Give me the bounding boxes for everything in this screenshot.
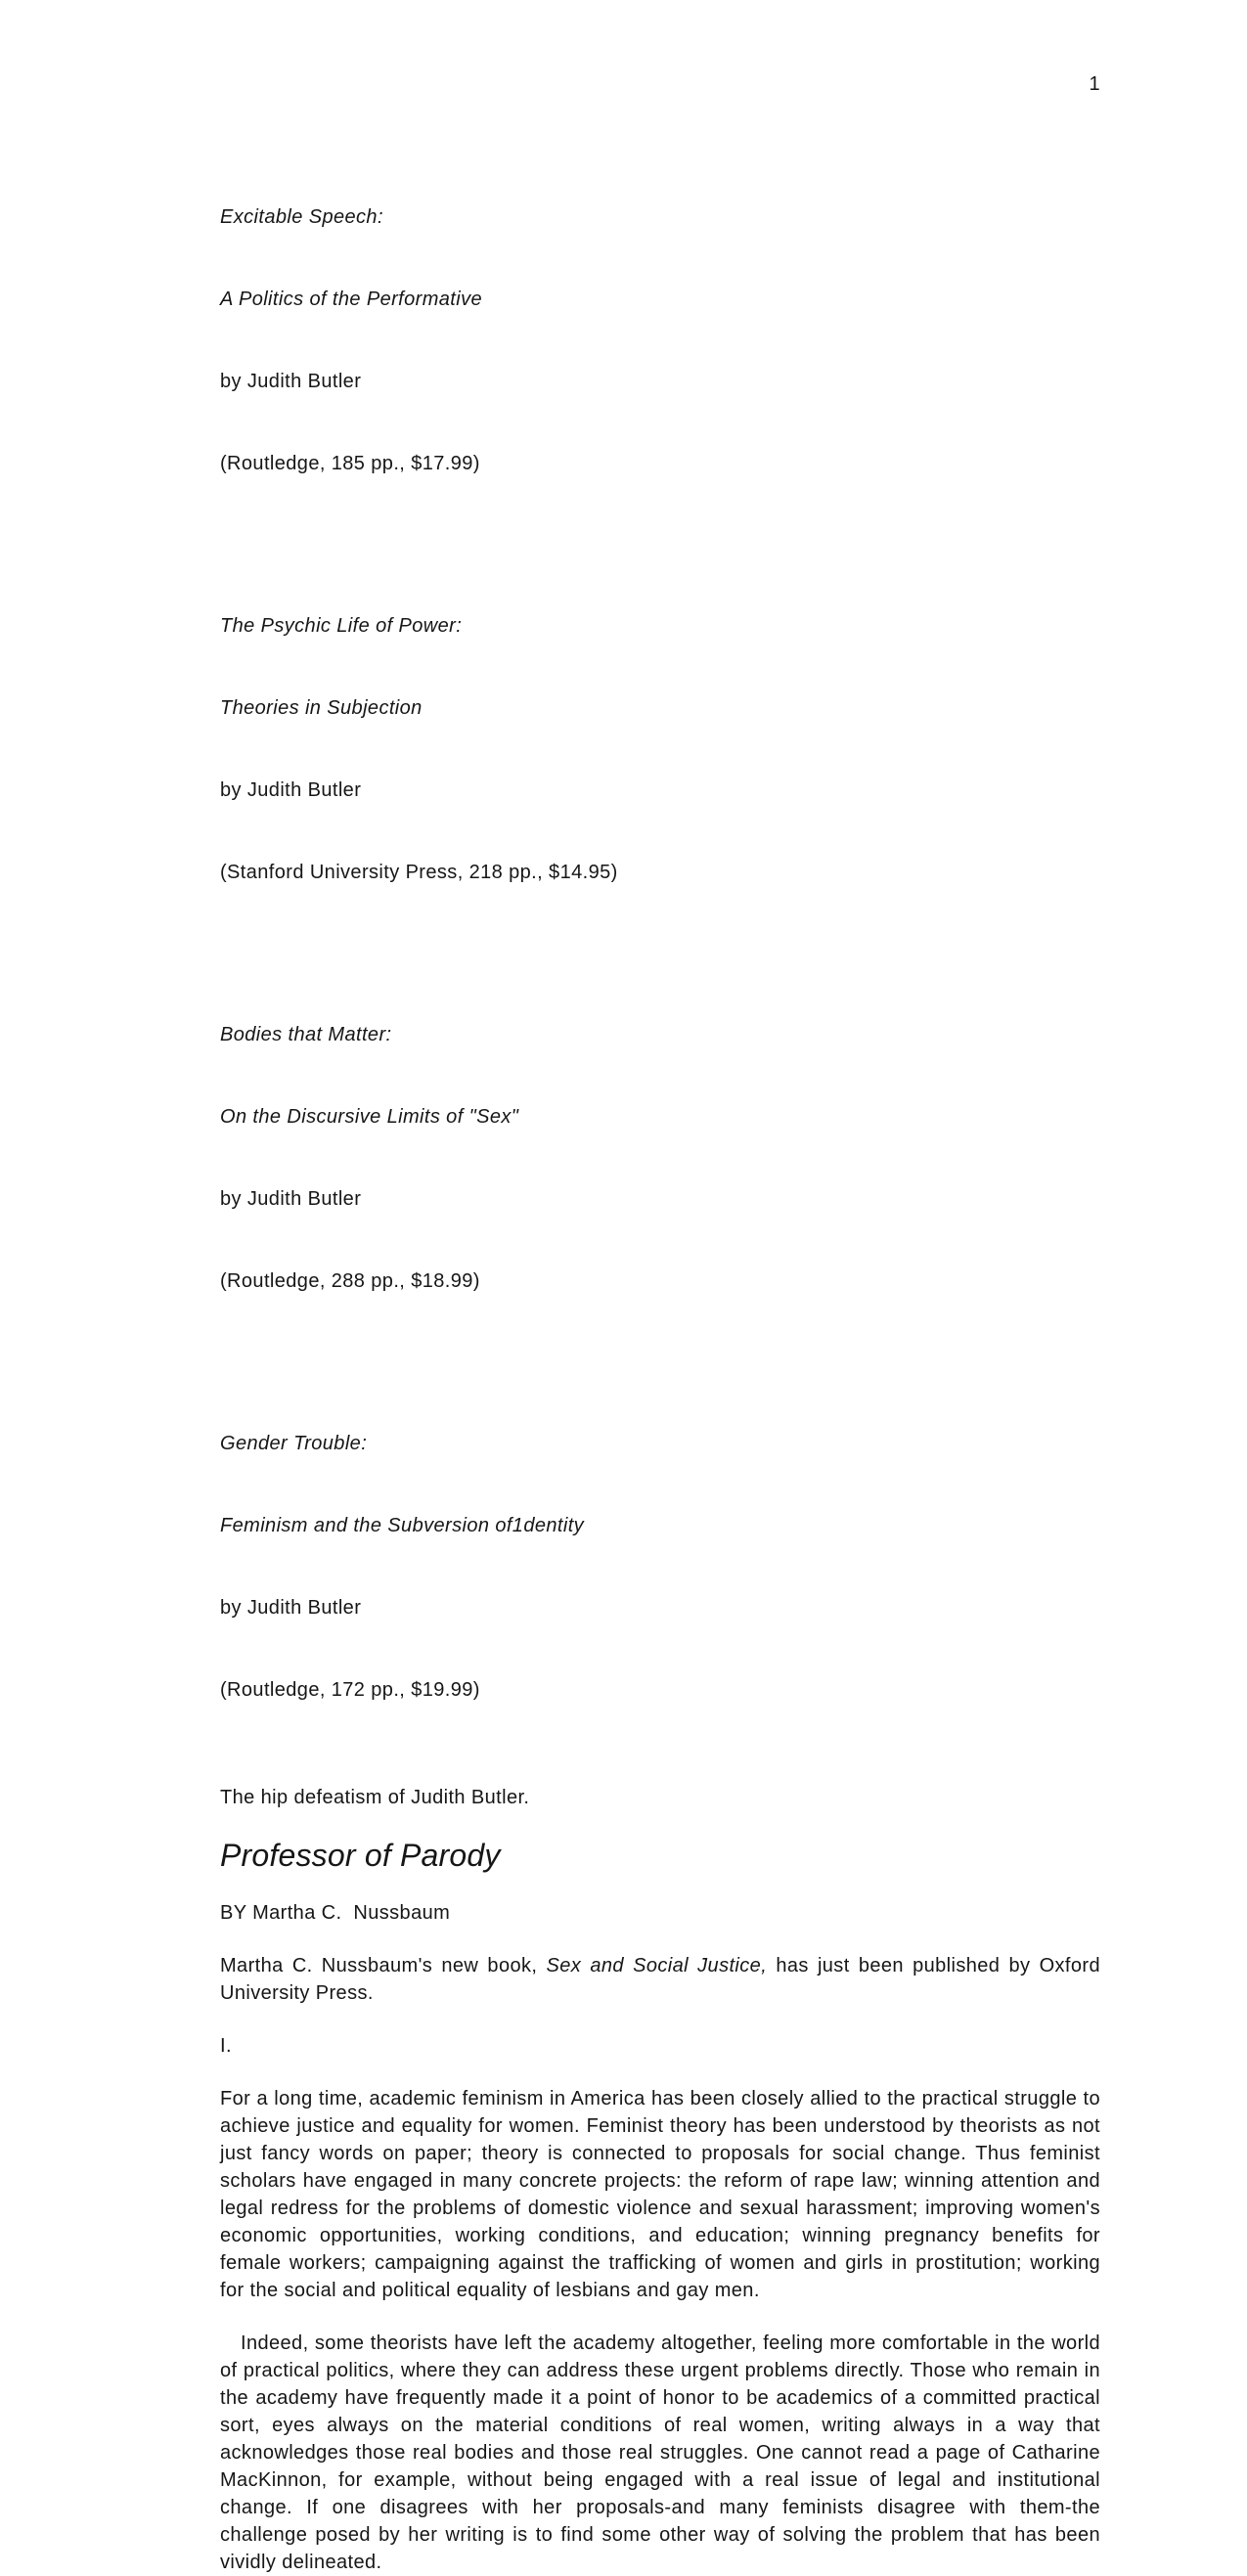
book-citation-1 — [220, 149, 1100, 532]
book-title-line1: Bodies that Matter: — [220, 1024, 392, 1045]
book-title-line2: Theories in Subjection — [220, 697, 423, 719]
book-publisher: (Routledge, 288 pp., $18.99) — [220, 1270, 480, 1292]
intro-text-post: has just been published by Oxford University Press. — [220, 1955, 1100, 2004]
book-title-line2: On the Discursive Limits of "Sex" — [220, 1106, 519, 1128]
intro-paragraph — [220, 1952, 1100, 2007]
book-author: by Judith Butler — [220, 779, 362, 801]
article-byline: BY Martha C. Nussbaum — [220, 1902, 451, 1924]
book-publisher: (Routledge, 172 pp., $19.99) — [220, 1679, 480, 1701]
body-paragraph-2: Indeed, some theorists have left the academy altogether, feeling more comfortable in the world of practical politics, where they can address these urgent problems directly. Those who remain in the academy have frequently made it a point of honor to be academics of a committed practical sort, eyes always on the material conditions of real women, writing always in a way that acknowledges those real bodies and those real struggles. One cannot read a page of Catharine MacKinnon, for example, without being engaged with a real issue of legal and institutional change. If one disagrees with her proposals-and many feminists disagree with them-the challenge posed by her writing is to find some other way of solving the problem that has been vividly delineated. — [220, 2332, 1100, 2573]
book-author: by Judith Butler — [220, 1597, 362, 1619]
body-paragraph-1: For a long time, academic feminism in America has been closely allied to the practical struggle to achieve justice and equality for women. Feminist theory has been understood by theorists as not just fancy words on paper; theory is connected to proposals for social change. Thus feminist scholars have engaged in many concrete projects: the reform of rape law; winning attention and legal redress for the problems of domestic violence and sexual harassment; improving women's economic opportunities, working conditions, and education; winning pregnancy benefits for female workers; campaigning against the trafficking of women and girls in prostitution; working for the social and political equality of lesbians and gay men. — [220, 2088, 1100, 2301]
book-citation-4 — [220, 1375, 1100, 1758]
page-number: 1 — [1089, 73, 1100, 95]
article-tagline: The hip defeatism of Judith Butler. — [220, 1787, 530, 1808]
book-title-line1: The Psychic Life of Power: — [220, 615, 463, 637]
book-publisher: (Stanford University Press, 218 pp., $14.95) — [220, 862, 618, 883]
book-citation-2 — [220, 557, 1100, 941]
book-title-line1: Excitable Speech: — [220, 206, 383, 228]
book-title-line2: A Politics of the Performative — [220, 289, 483, 310]
book-author: by Judith Butler — [220, 1188, 362, 1210]
book-title-line1: Gender Trouble: — [220, 1433, 368, 1454]
intro-book-title: Sex and Social Justice, — [546, 1955, 768, 1976]
article-title: Professor of Parody — [220, 1838, 501, 1873]
book-citation-3 — [220, 966, 1100, 1350]
book-author: by Judith Butler — [220, 371, 362, 392]
intro-text-pre: Martha C. Nussbaum's new book, — [220, 1955, 547, 1976]
book-title-line2: Feminism and the Subversion of1dentity — [220, 1515, 585, 1536]
book-publisher: (Routledge, 185 pp., $17.99) — [220, 453, 480, 474]
text-column — [220, 70, 1100, 2576]
section-marker: I. — [220, 2035, 232, 2057]
